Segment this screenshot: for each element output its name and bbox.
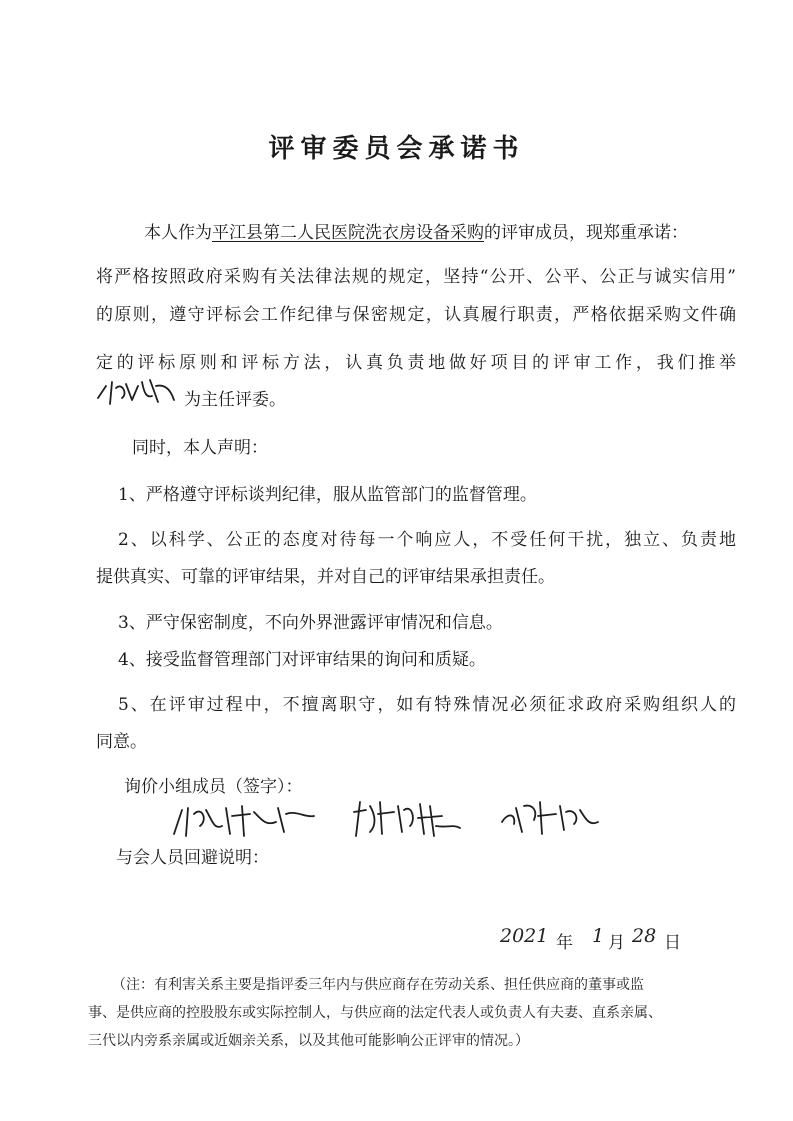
item-1: 1、严格遵守评标谈判纪律，服从监管部门的监督管理。 — [118, 485, 537, 505]
item-5-line2: 同意。 — [96, 732, 147, 752]
para1-line2: 将严格按照政府采购有关法律法规的规定，坚持“公开、公平、公正与诚实信用” — [96, 267, 736, 287]
project-name: 平江县第二人民医院洗衣房设备采购 — [212, 223, 484, 243]
para1-prefix: 本人作为 — [144, 223, 212, 243]
date-year: 2021 — [500, 925, 549, 947]
note-line2: 事、是供应商的控股股东或实际控制人，与供应商的法定代表人或负责人有夫妻、直系亲属、 — [88, 1005, 662, 1021]
para1-line5: 为主任评委。 — [184, 390, 286, 410]
date-year-unit: 年 — [556, 933, 573, 953]
item-4: 4、接受监督管理部门对评审结果的询问和质疑。 — [118, 650, 486, 670]
date-month-unit: 月 — [608, 933, 625, 953]
para1-line4: 定的评标原则和评标方法，认真负责地做好项目的评审工作，我们推举 — [96, 353, 736, 373]
item-5-line1: 5、在评审过程中，不擅离职守，如有特殊情况必须征求政府采购组织人的 — [118, 695, 736, 715]
item-3: 3、严守保密制度，不向外界泄露评审情况和信息。 — [118, 613, 503, 633]
page-title: 评审委员会承诺书 — [268, 134, 525, 164]
date-month: 1 — [592, 925, 605, 947]
declare-title: 同时，本人声明： — [132, 438, 268, 458]
members-label: 询价小组成员（签字）： — [124, 777, 303, 797]
para1-line1-suffix: 的评审成员，现郑重承诺： — [484, 223, 688, 243]
para1-line3: 的原则，遵守评标会工作纪律与保密规定，认真履行职责，严格依据采购文件确 — [96, 305, 736, 325]
member-signature-3 — [494, 792, 604, 842]
para1-line1 — [144, 218, 688, 243]
note-line1: （注：有利害关系主要是指评委三年内与供应商存在劳动关系、担任供应商的董事或监 — [112, 977, 644, 993]
avoid-label: 与会人员回避说明： — [116, 848, 269, 868]
date-day: 28 — [632, 925, 657, 947]
item-2-line1: 2、以科学、公正的态度对待每一个响应人，不受任何干扰，独立、负责地 — [118, 530, 736, 550]
member-signature-1 — [166, 796, 326, 844]
chairman-signature — [92, 372, 182, 412]
item-2-line2: 提供真实、可靠的评审结果，并对自己的评审结果承担责任。 — [96, 567, 555, 587]
note-line3: 三代以内旁系亲属或近姻亲关系，以及其他可能影响公正评审的情况。） — [88, 1033, 529, 1049]
date-day-unit: 日 — [664, 933, 681, 953]
member-signature-2 — [346, 792, 466, 842]
